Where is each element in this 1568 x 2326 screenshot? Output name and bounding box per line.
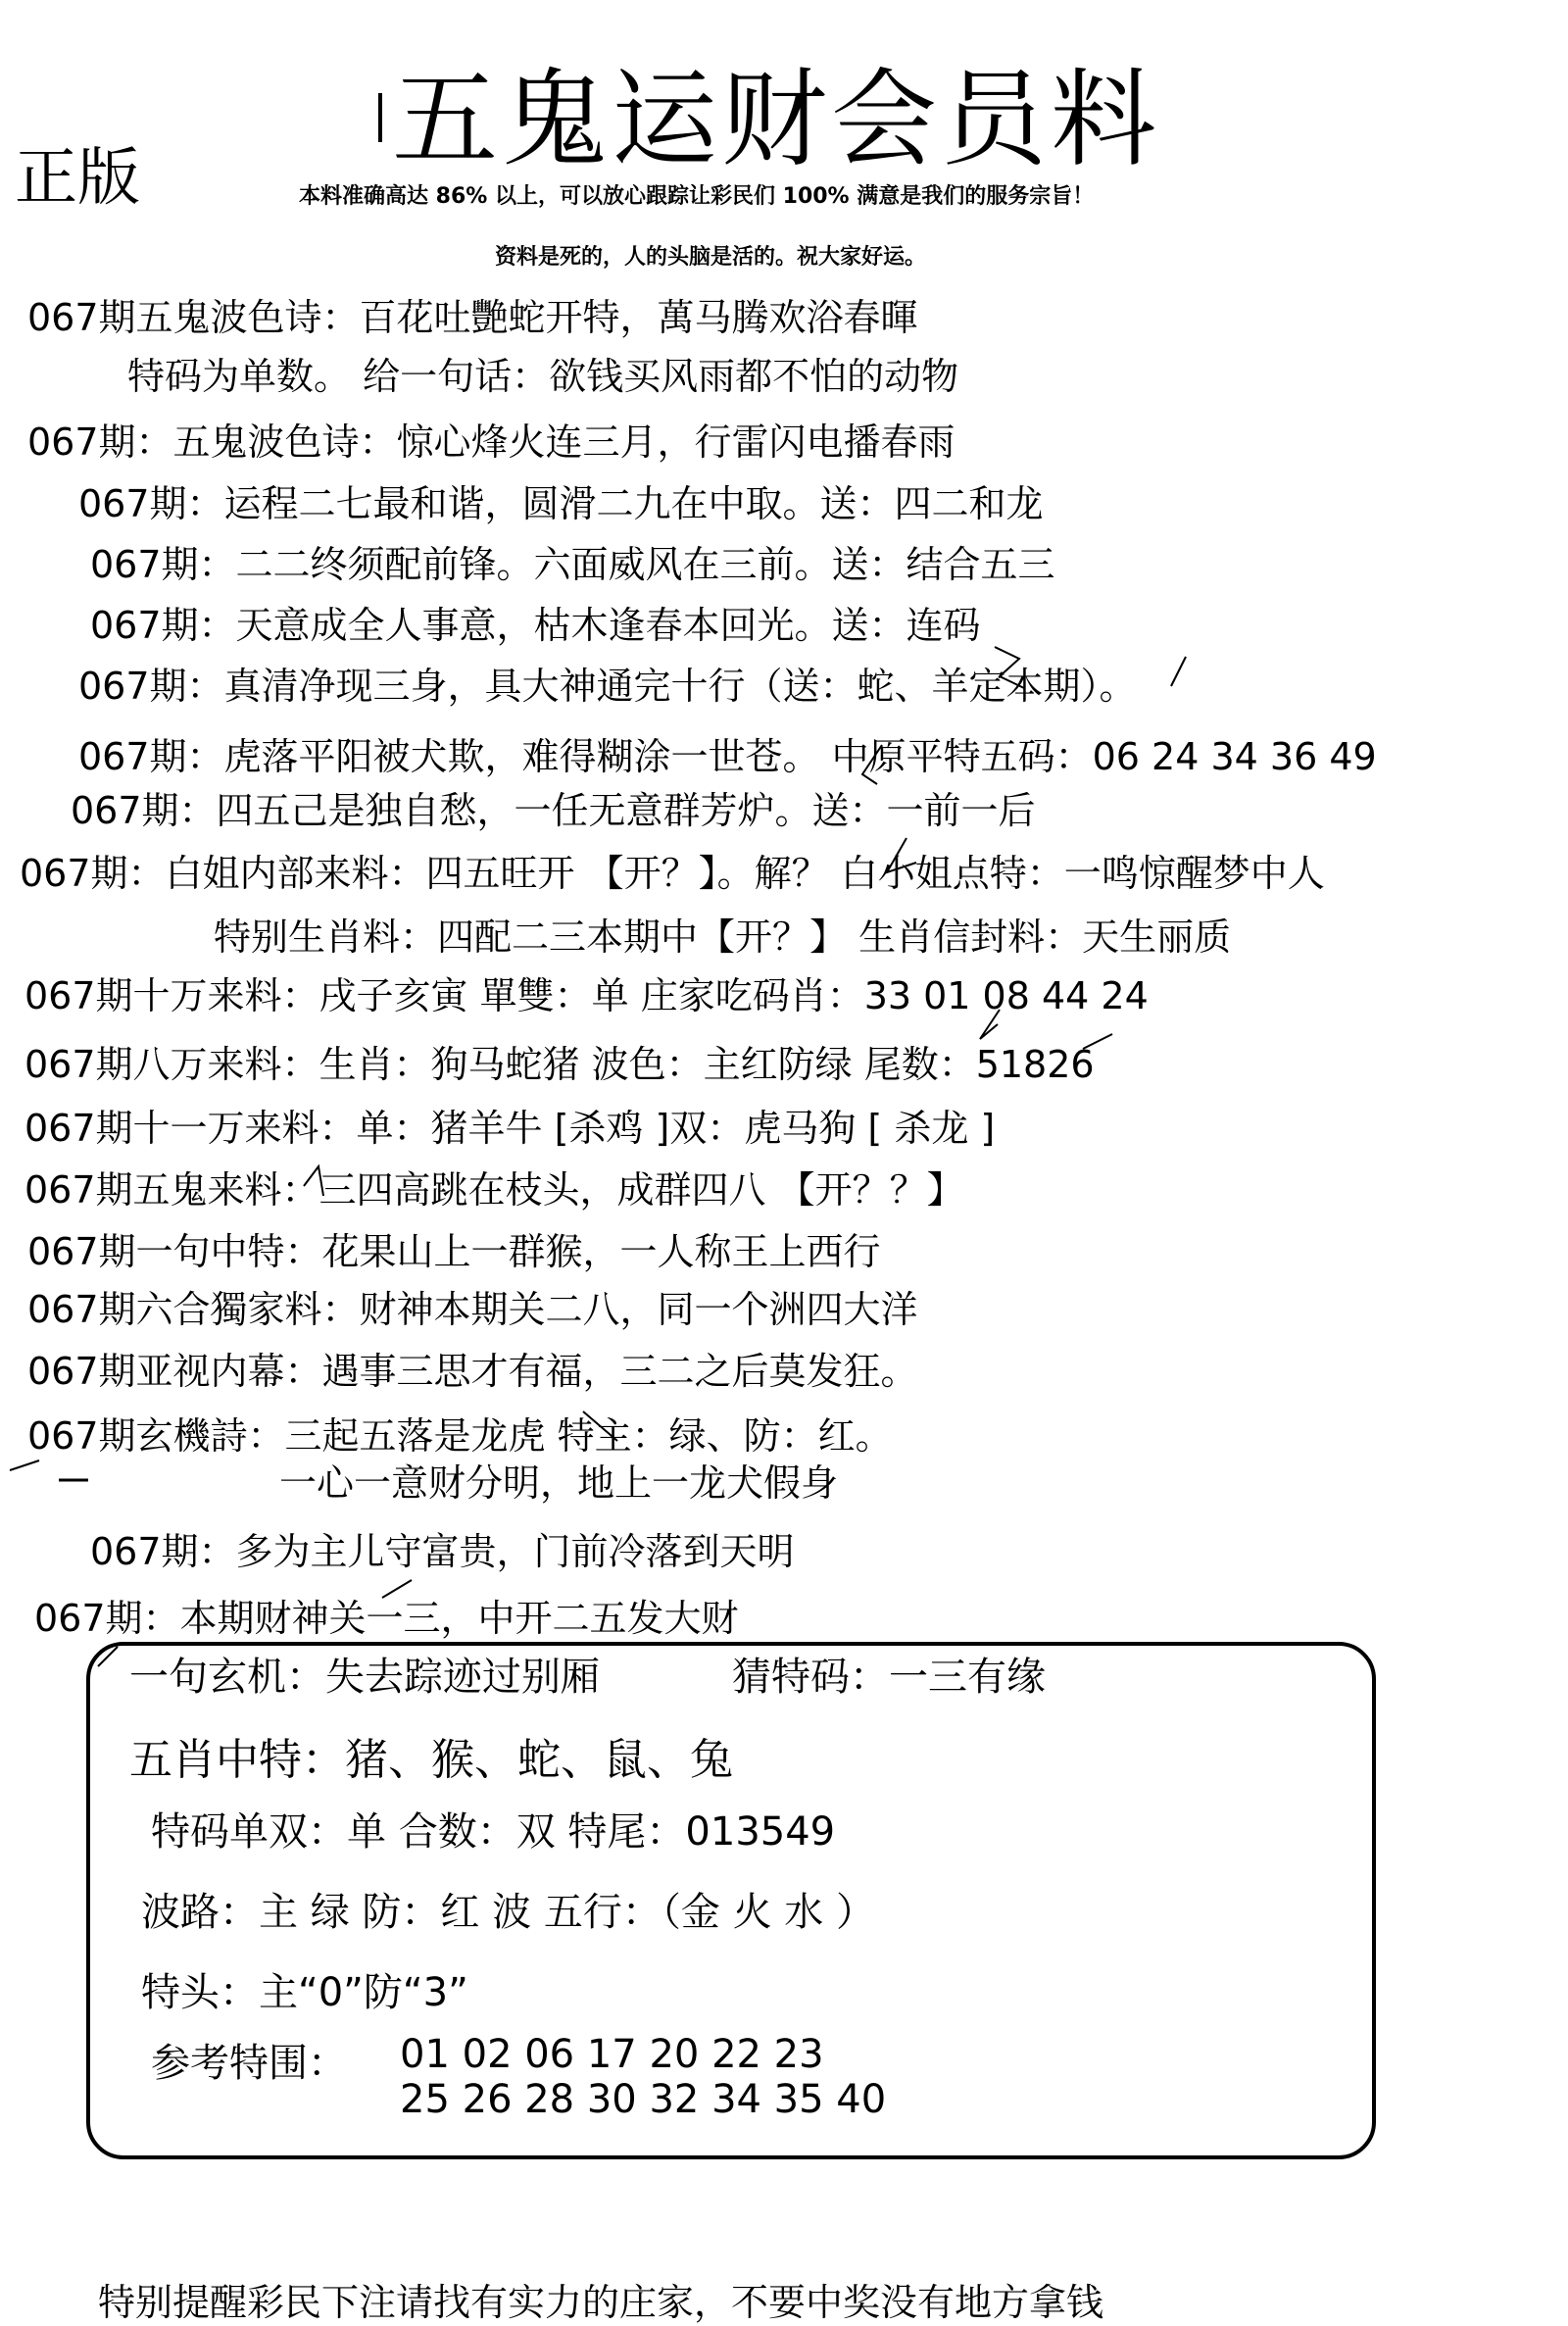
text-line: 067期五鬼波色诗：百花吐艷蛇开特，萬马腾欢浴春暉 xyxy=(27,296,918,339)
box-guess-line: 猜特码：一三有缘 xyxy=(732,1655,1046,1700)
box-range-label: 参考特围： xyxy=(151,2041,347,2086)
text-line: 067期：多为主儿守富贵，门前冷落到天明 xyxy=(90,1530,795,1573)
text-line: 067期十万来料：戌子亥寅 單雙：单 庄家吃码肖：33 01 08 44 24 xyxy=(24,974,1149,1017)
text-line: 067期十一万来料：单：猪羊牛 [杀鸡 ]双：虎马狗 [ 杀龙 ] xyxy=(24,1107,996,1150)
text-line: 一心一意财分明，地上一龙犬假身 xyxy=(279,1461,839,1505)
text-line: 067期：天意成全人事意，枯木逢春本回光。送：连码 xyxy=(90,604,981,647)
box-odd-even-line: 特码单双：单 合数：双 特尾：013549 xyxy=(151,1809,836,1855)
edition-label: 正版 xyxy=(15,142,140,215)
accuracy-note: 本料准确高达 86% 以上，可以放心跟踪让彩民们 100% 满意是我们的服务宗旨！ xyxy=(299,184,1095,209)
text-line: 067期：真清净现三身，具大神通完十行（送：蛇、羊定本期）。 xyxy=(78,665,1137,708)
text-line: 067期一句中特：花果山上一群猴，一人称王上西行 xyxy=(27,1230,881,1273)
box-wave-line: 波路：主 绿 防：红 波 五行：（金 火 水 ） xyxy=(141,1890,876,1935)
text-line: 067期玄機詩：三起五落是龙虎 特主：绿、防：红。 xyxy=(27,1414,893,1458)
text-line: 特码为单数。 给一句话：欲钱买风雨都不怕的动物 xyxy=(127,355,959,398)
footer-reminder: 特别提醒彩民下注请找有实力的庄家，不要中奖没有地方拿钱 xyxy=(98,2281,1104,2324)
text-line: 067期：运程二七最和谐，圆滑二九在中取。送：四二和龙 xyxy=(78,482,1044,525)
text-line: 067期：五鬼波色诗：惊心烽火连三月，行雷闪电播春雨 xyxy=(27,421,956,464)
box-range-numbers-1: 01 02 06 17 20 22 23 xyxy=(400,2032,824,2077)
text-line: 067期：虎落平阳被犬欺，难得糊涂一世苍。 中原平特五码：06 24 34 36 49 xyxy=(78,735,1377,778)
text-line: 067期亚视内幕：遇事三思才有福，三二之后莫发狂。 xyxy=(27,1350,918,1393)
good-luck-note: 资料是死的，人的头脑是活的。祝大家好运。 xyxy=(495,245,927,270)
box-mystery-line: 一句玄机：失去踪迹过别厢 xyxy=(129,1655,600,1700)
box-range-numbers-2: 25 26 28 30 32 34 35 40 xyxy=(400,2077,887,2122)
text-line: 067期八万来料：生肖：狗马蛇猪 波色：主红防绿 尾数：51826 xyxy=(24,1043,1095,1086)
text-line: 特别生肖料：四配二三本期中【开？】 生肖信封料：天生丽质 xyxy=(214,916,1232,959)
box-head-line: 特头：主“0”防“3” xyxy=(141,1970,468,2015)
text-line: 067期：本期财神关一三，中开二五发大财 xyxy=(34,1597,739,1640)
text-line: 067期五鬼来料：三四高跳在枝头，成群四八 【开？？】 xyxy=(24,1168,964,1212)
box-five-zodiac-line: 五肖中特：猪、猴、蛇、鼠、兔 xyxy=(129,1735,733,1785)
text-line: 067期：四五己是独自愁，一任无意群芳炉。送：一前一后 xyxy=(71,789,1036,832)
text-line: 067期六合獨家料：财神本期关二八，同一个洲四大洋 xyxy=(27,1288,918,1331)
text-line: 067期：白姐内部来料：四五旺开 【开？】。解？ 白小姐点特：一鸣惊醒梦中人 xyxy=(20,852,1325,895)
text-line: 067期：二二终须配前锋。六面威风在三前。送：结合五三 xyxy=(90,543,1055,586)
page-title: 五鬼运财会员料 xyxy=(392,59,1161,181)
